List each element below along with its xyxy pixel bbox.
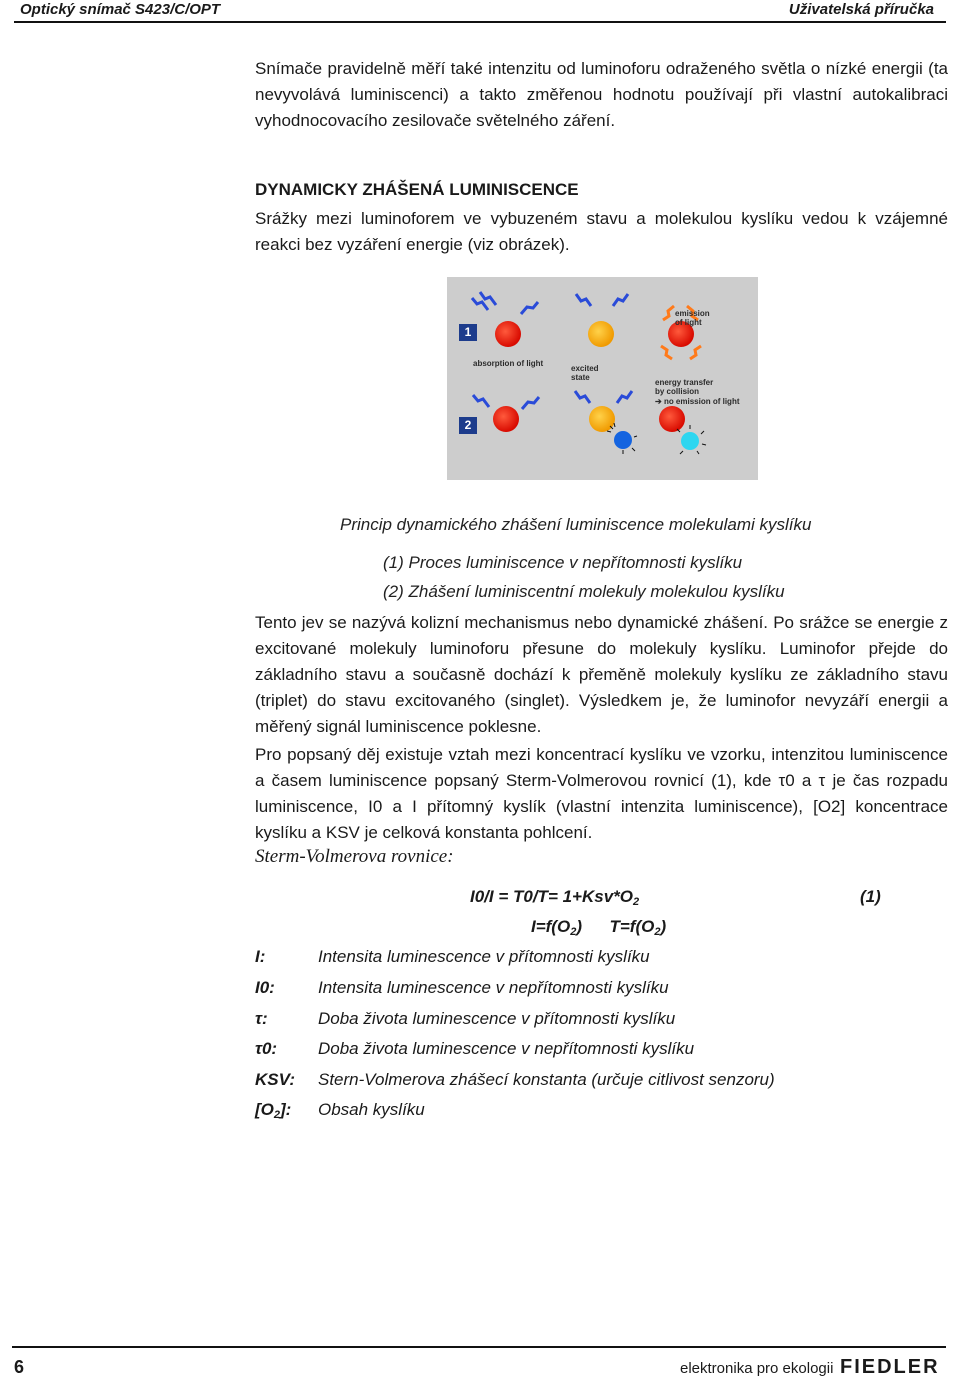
body-block-2 (255, 742, 948, 846)
row2-oxygen-collision (614, 431, 632, 449)
footer-rule (12, 1346, 946, 1348)
label-excited-state: excited state (571, 364, 599, 382)
brand-logo: FIEDLER (840, 1356, 940, 1378)
equation-functions: $I=f(O_2)$ $T=f(O_2)$ (531, 917, 667, 938)
row1-excitation-arrows (576, 294, 628, 306)
legend-symbol: τ0: (255, 1039, 278, 1058)
row2-oxygen-excited (681, 432, 699, 450)
header-title: Optický snímač S423/C/OPT (20, 1, 221, 18)
header-subtitle: Uživatelská příručka (788, 1, 934, 18)
label-no-emission: ➔ no emission of light (655, 397, 740, 406)
quenching-figure (447, 277, 758, 480)
page-header (0, 0, 960, 22)
section-heading: DYNAMICKY ZHÁŠENÁ LUMINISCENCE (255, 180, 579, 199)
caption-item-2: (2) Zhášení luminiscentní molekuly molekulou kyslíku (383, 582, 785, 601)
equation-title: Sterm-Volmerova rovnice: (255, 846, 454, 867)
section-block (255, 180, 948, 258)
footer-tagline: elektronika pro ekologii (680, 1360, 834, 1377)
row1-luminophore-ground (495, 321, 521, 347)
legend-symbol: I0: (255, 978, 275, 997)
label-emission: emission of light (675, 309, 710, 327)
legend-description: Intensita luminescence v nepřítomnosti kyslíku (318, 978, 669, 997)
intro-block (255, 56, 948, 134)
legend-description: Obsah kyslíku (318, 1100, 425, 1119)
legend-description: Stern-Volmerova zhášecí konstanta (určuje citlivost senzoru) (318, 1070, 775, 1089)
legend-symbol: I: (255, 947, 266, 966)
figure-label-1: 1 (459, 324, 477, 341)
figure-label-2: 2 (459, 417, 477, 434)
legend-symbol: $[O_2]$: (255, 1100, 292, 1121)
caption-item-1: (1) Proces luminiscence v nepřítomnosti kyslíku (383, 553, 743, 572)
row2-luminophore-quenched (659, 406, 685, 432)
arrow-icon: ➔ (655, 397, 662, 406)
body-paragraph-1: Tento jev se nazývá kolizní mechanismus nebo dynamické zhášení. Po srážce se energie z excitované molekuly luminoforu přesune do molekuly kyslíku. Luminofor přejde do základního stavu a současně dochází k přeměně molekuly kyslíku ze základního stavu (triplet) do stavu excitovaného (singlet). Výsledkem je, že luminofor nevyzáří energii a měřený signál luminiscence poklesne. (255, 613, 948, 736)
row1-absorption-arrows (472, 292, 538, 314)
body-block-1 (255, 610, 948, 740)
row2-luminophore-ground (493, 406, 519, 432)
row2-excitation-arrows (575, 391, 632, 403)
row1-luminophore-excited (588, 321, 614, 347)
header-rule (14, 21, 946, 23)
legend-symbol: KSV: (255, 1070, 295, 1089)
section-paragraph: Srážky mezi luminoforem ve vybuzeném stavu a molekulou kyslíku vedou k vzájemné reakci bez vyzáření energie (viz obrázek). (255, 209, 948, 254)
label-energy-transfer: energy transfer by collision (655, 378, 714, 396)
body-paragraph-2: Pro popsaný děj existuje vztah mezi koncentrací kyslíku ve vzorku, intenzitou luminiscence a časem luminiscence popsaný Sterm-Volmerovou rovnicí (1), kde τ0 a τ je čas rozpadu luminiscence, I0 a I přítomný kyslík (vlastní intenzita luminiscence), [O2] koncentrace kyslíku a KSV je celková konstanta pohlcení. (255, 745, 948, 842)
row2-luminophore-excited (589, 406, 615, 432)
figure-caption: Princip dynamického zhášení luminiscence molekulami kyslíku (340, 515, 812, 534)
label-absorption: absorption of light (473, 359, 544, 368)
equation-main: $I0/I = T0/T= 1+Ksv*O_2$ (470, 887, 640, 908)
legend-symbol: τ: (255, 1009, 268, 1028)
intro-paragraph: Snímače pravidelně měří také intenzitu od luminoforu odraženého světla o nízké energii (ta nevyvolává luminiscenci) a takto změřenou hodnotu používají při vlastní autokalibraci vyhodnocovacího zesilovače světelného záření. (255, 59, 948, 130)
legend-description: Doba života luminescence v přítomnosti kyslíku (318, 1009, 676, 1028)
legend-description: Intensita luminescence v přítomnosti kyslíku (318, 947, 650, 966)
equation-number: (1) (860, 887, 881, 906)
legend-description: Doba života luminescence v nepřítomnosti kyslíku (318, 1039, 695, 1058)
page-number: 6 (14, 1357, 25, 1377)
